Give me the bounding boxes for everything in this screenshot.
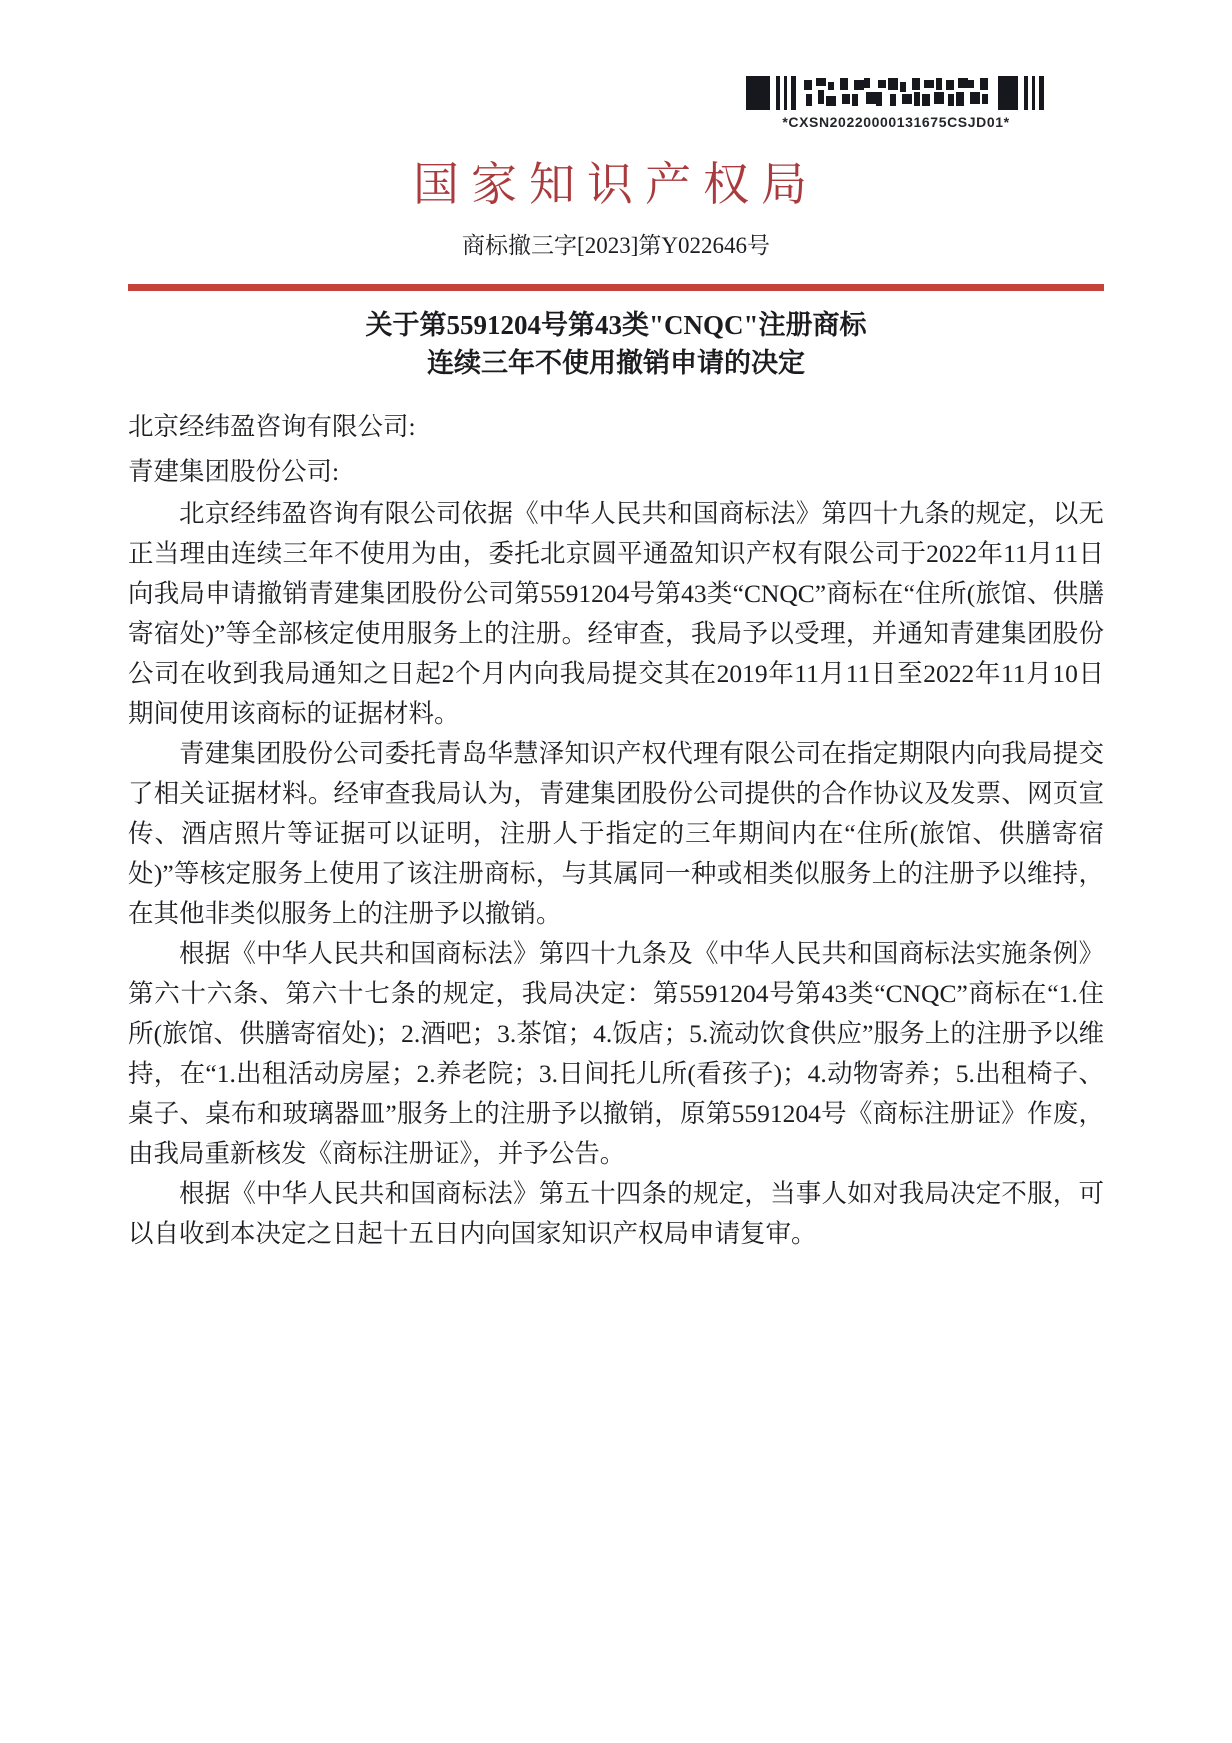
agency-title: 国家知识产权局 bbox=[413, 159, 819, 210]
barcode-icon bbox=[746, 74, 1046, 112]
subject-line-2: 连续三年不使用撤销申请的决定 bbox=[427, 347, 805, 378]
header-divider-rule bbox=[128, 284, 1104, 291]
body-paragraph: 青建集团股份公司委托青岛华慧泽知识产权代理有限公司在指定期限内向我局提交了相关证据材料。经审查我局认为，青建集团股份公司提供的合作协议及发票、网页宣传、酒店照片等证据可以证明，注册人于指定的三年期间内在“住所(旅馆、供膳寄宿处)”等核定服务上使用了该注册商标，与其属同一种或相类似服务上的注册予以维持，在其他非类似服务上的注册予以撤销。 bbox=[128, 738, 1104, 928]
doc-number: 商标撤三字[2023]第Y022646号 bbox=[462, 232, 770, 258]
subject-title bbox=[0, 306, 1232, 382]
addressee-line: 青建集团股份公司: bbox=[128, 456, 340, 486]
barcode-block bbox=[742, 74, 1050, 130]
document-body bbox=[128, 404, 1104, 1254]
barcode-text: *CXSN20220000131675CSJD01* bbox=[782, 114, 1010, 130]
body-paragraph: 北京经纬盈咨询有限公司依据《中华人民共和国商标法》第四十九条的规定，以无正当理由连续三年不使用为由，委托北京圆平通盈知识产权有限公司于2022年11月11日向我局申请撤销青建集团股份公司第5591204号第43类“CNQC”商标在“住所(旅馆、供膳寄宿处)”等全部核定使用服务上的注册。经审查，我局予以受理，并通知青建集团股份公司在收到我局通知之日起2个月内向我局提交其在2019年11月11日至2022年11月10日期间使用该商标的证据材料。 bbox=[128, 498, 1104, 728]
body-paragraph: 根据《中华人民共和国商标法》第五十四条的规定，当事人如对我局决定不服，可以自收到本决定之日起十五日内向国家知识产权局申请复审。 bbox=[128, 1178, 1104, 1248]
subject-line-1: 关于第5591204号第43类"CNQC"注册商标 bbox=[365, 309, 867, 340]
body-paragraph: 根据《中华人民共和国商标法》第四十九条及《中华人民共和国商标法实施条例》第六十六条、第六十七条的规定，我局决定：第5591204号第43类“CNQC”商标在“1.住所(旅馆、供膳寄宿处)；2.酒吧；3.茶馆；4.饭店；5.流动饮食供应”服务上的注册予以维持，在“1.出租活动房屋；2.养老院；3.日间托儿所(看孩子)；4.动物寄养；5.出租椅子、桌子、桌布和玻璃器皿”服务上的注册予以撤销，原第5591204号《商标注册证》作废，由我局重新核发《商标注册证》，并予公告。 bbox=[128, 938, 1104, 1168]
addressee-line: 北京经纬盈咨询有限公司: bbox=[128, 411, 416, 441]
